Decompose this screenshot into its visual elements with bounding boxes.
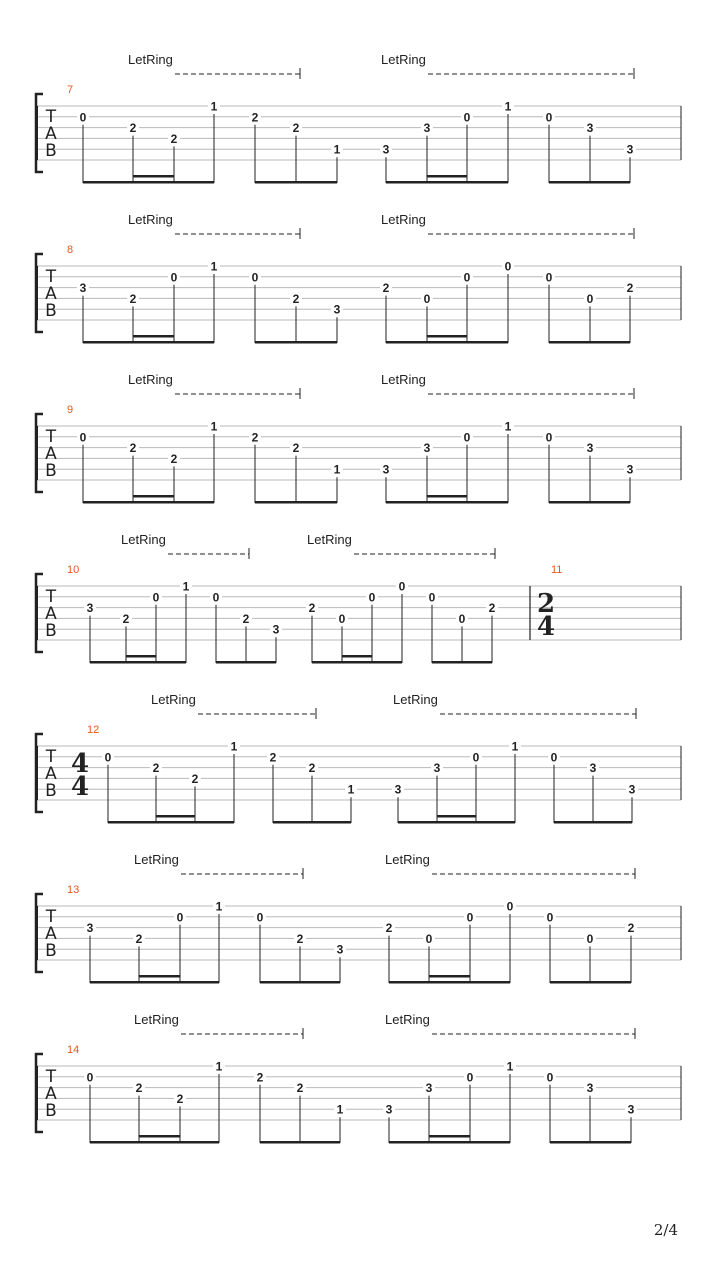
secondary-beam xyxy=(139,1135,180,1138)
primary-beam xyxy=(432,661,492,664)
fret-number: 3 xyxy=(333,302,341,317)
fret-number: 2 xyxy=(122,611,130,626)
secondary-beam xyxy=(437,815,476,818)
fret-number: 0 xyxy=(463,110,471,125)
fret-number: 1 xyxy=(336,1102,344,1117)
fret-number: 3 xyxy=(589,761,597,776)
primary-beam xyxy=(90,661,186,664)
fret-number: 3 xyxy=(586,1081,594,1096)
fret-number: 0 xyxy=(425,931,433,946)
fret-number: 0 xyxy=(152,590,160,605)
fret-number: 0 xyxy=(170,270,178,285)
fret-number: 1 xyxy=(333,462,341,477)
measure-number: 13 xyxy=(67,884,80,896)
secondary-beam xyxy=(427,335,467,338)
primary-beam xyxy=(255,341,337,344)
fret-number: 2 xyxy=(296,931,304,946)
measure-number: 12 xyxy=(87,724,100,736)
secondary-beam xyxy=(156,815,195,818)
fret-number: 3 xyxy=(86,601,94,616)
primary-beam xyxy=(260,1141,340,1144)
secondary-beam xyxy=(133,175,174,178)
fret-number: 1 xyxy=(210,259,218,274)
tab-clef-letter: A xyxy=(45,444,57,464)
measure-number: 14 xyxy=(67,1044,80,1056)
fret-number: 0 xyxy=(428,590,436,605)
fret-number: 2 xyxy=(292,121,300,136)
secondary-beam xyxy=(427,495,467,498)
fret-number: 2 xyxy=(251,430,259,445)
fret-number: 2 xyxy=(170,131,178,146)
tab-clef-letter: B xyxy=(45,941,57,961)
primary-beam xyxy=(386,341,508,344)
primary-beam xyxy=(312,661,402,664)
let-ring-label: LetRing xyxy=(381,212,426,227)
time-signature-denominator: 4 xyxy=(70,772,90,802)
primary-beam xyxy=(549,501,630,504)
fret-number: 0 xyxy=(458,611,466,626)
fret-number: 3 xyxy=(627,1102,635,1117)
fret-number: 3 xyxy=(385,1102,393,1117)
fret-number: 0 xyxy=(368,590,376,605)
fret-number: 0 xyxy=(79,110,87,125)
primary-beam xyxy=(255,181,337,184)
tab-clef-letter: T xyxy=(45,587,57,607)
tab-clef-letter: B xyxy=(45,781,57,801)
fret-number: 0 xyxy=(104,750,112,765)
time-signature-denominator: 4 xyxy=(536,612,556,642)
tab-clef-letter: T xyxy=(45,107,57,127)
secondary-beam xyxy=(133,495,174,498)
fret-number: 0 xyxy=(472,750,480,765)
fret-number: 1 xyxy=(210,419,218,434)
let-ring-label: LetRing xyxy=(128,212,173,227)
fret-number: 2 xyxy=(296,1081,304,1096)
fret-number: 2 xyxy=(269,750,277,765)
secondary-beam xyxy=(429,1135,470,1138)
tab-clef-letter: B xyxy=(45,621,57,641)
measure-number: 10 xyxy=(67,564,80,576)
fret-number: 3 xyxy=(626,462,634,477)
fret-number: 2 xyxy=(308,761,316,776)
primary-beam xyxy=(216,661,276,664)
tab-clef-letter: A xyxy=(45,124,57,144)
primary-beam xyxy=(389,981,510,984)
fret-number: 2 xyxy=(152,761,160,776)
tab-clef-letter: A xyxy=(45,924,57,944)
primary-beam xyxy=(554,821,632,824)
tab-clef-letter: A xyxy=(45,284,57,304)
measure-number: 8 xyxy=(67,244,74,256)
let-ring-label: LetRing xyxy=(381,52,426,67)
fret-number: 1 xyxy=(182,579,190,594)
primary-beam xyxy=(108,821,234,824)
fret-number: 2 xyxy=(135,931,143,946)
fret-number: 3 xyxy=(586,441,594,456)
tab-clef-letter: T xyxy=(45,427,57,447)
tab-clef-letter: T xyxy=(45,267,57,287)
fret-number: 3 xyxy=(382,462,390,477)
primary-beam xyxy=(83,341,214,344)
fret-number: 1 xyxy=(215,899,223,914)
let-ring-label: LetRing xyxy=(134,852,179,867)
fret-number: 3 xyxy=(586,121,594,136)
let-ring-label: LetRing xyxy=(393,692,438,707)
fret-number: 0 xyxy=(546,910,554,925)
tab-clef-letter: A xyxy=(45,604,57,624)
primary-beam xyxy=(83,501,214,504)
fret-number: 2 xyxy=(382,281,390,296)
fret-number: 1 xyxy=(333,142,341,157)
fret-number: 2 xyxy=(627,921,635,936)
secondary-beam xyxy=(342,655,372,658)
let-ring-label: LetRing xyxy=(121,532,166,547)
fret-number: 2 xyxy=(308,601,316,616)
fret-number: 3 xyxy=(394,782,402,797)
fret-number: 1 xyxy=(215,1059,223,1074)
fret-number: 2 xyxy=(626,281,634,296)
fret-number: 1 xyxy=(504,419,512,434)
fret-number: 1 xyxy=(210,99,218,114)
fret-number: 0 xyxy=(466,1070,474,1085)
primary-beam xyxy=(389,1141,510,1144)
primary-beam xyxy=(550,981,631,984)
fret-number: 1 xyxy=(511,739,519,754)
primary-beam xyxy=(83,181,214,184)
fret-number: 2 xyxy=(488,601,496,616)
fret-number: 0 xyxy=(256,910,264,925)
fret-number: 0 xyxy=(545,110,553,125)
let-ring-label: LetRing xyxy=(134,1012,179,1027)
fret-number: 3 xyxy=(79,281,87,296)
fret-number: 2 xyxy=(170,451,178,466)
fret-number: 1 xyxy=(230,739,238,754)
fret-number: 0 xyxy=(423,291,431,306)
fret-number: 3 xyxy=(423,121,431,136)
let-ring-label: LetRing xyxy=(385,1012,430,1027)
fret-number: 0 xyxy=(463,270,471,285)
tab-clef-letter: T xyxy=(45,747,57,767)
fret-number: 1 xyxy=(506,1059,514,1074)
fret-number: 0 xyxy=(212,590,220,605)
fret-number: 0 xyxy=(545,270,553,285)
time-signature-numerator: 2 xyxy=(536,589,556,619)
tab-clef-letter: A xyxy=(45,764,57,784)
page-number: 2/4 xyxy=(653,1221,678,1239)
fret-number: 0 xyxy=(545,430,553,445)
fret-number: 0 xyxy=(466,910,474,925)
tab-clef-letter: B xyxy=(45,301,57,321)
tab-clef-letter: B xyxy=(45,141,57,161)
let-ring-label: LetRing xyxy=(307,532,352,547)
let-ring-label: LetRing xyxy=(381,372,426,387)
fret-number: 0 xyxy=(506,899,514,914)
fret-number: 1 xyxy=(347,782,355,797)
fret-number: 2 xyxy=(129,441,137,456)
primary-beam xyxy=(386,181,508,184)
measure-number: 7 xyxy=(67,84,74,96)
tab-clef-letter: T xyxy=(45,1067,57,1087)
let-ring-label: LetRing xyxy=(128,52,173,67)
fret-number: 2 xyxy=(292,291,300,306)
fret-number: 2 xyxy=(256,1070,264,1085)
fret-number: 3 xyxy=(425,1081,433,1096)
fret-number: 0 xyxy=(550,750,558,765)
fret-number: 0 xyxy=(546,1070,554,1085)
fret-number: 0 xyxy=(586,291,594,306)
fret-number: 0 xyxy=(176,910,184,925)
fret-number: 3 xyxy=(423,441,431,456)
fret-number: 2 xyxy=(135,1081,143,1096)
secondary-beam xyxy=(139,975,180,978)
fret-number: 0 xyxy=(338,611,346,626)
fret-number: 3 xyxy=(336,942,344,957)
fret-number: 0 xyxy=(251,270,259,285)
fret-number: 0 xyxy=(504,259,512,274)
fret-number: 2 xyxy=(251,110,259,125)
fret-number: 3 xyxy=(382,142,390,157)
fret-number: 3 xyxy=(272,622,280,637)
fret-number: 3 xyxy=(626,142,634,157)
fret-number: 3 xyxy=(628,782,636,797)
measure-number: 11 xyxy=(551,564,563,576)
primary-beam xyxy=(255,501,337,504)
primary-beam xyxy=(550,1141,631,1144)
primary-beam xyxy=(90,981,219,984)
fret-number: 0 xyxy=(86,1070,94,1085)
fret-number: 2 xyxy=(129,121,137,136)
secondary-beam xyxy=(133,335,174,338)
tab-clef-letter: B xyxy=(45,1101,57,1121)
fret-number: 2 xyxy=(191,771,199,786)
let-ring-label: LetRing xyxy=(385,852,430,867)
fret-number: 0 xyxy=(586,931,594,946)
primary-beam xyxy=(386,501,508,504)
fret-number: 2 xyxy=(129,291,137,306)
fret-number: 2 xyxy=(242,611,250,626)
primary-beam xyxy=(398,821,515,824)
measure-number: 9 xyxy=(67,404,74,416)
let-ring-label: LetRing xyxy=(151,692,196,707)
fret-number: 0 xyxy=(463,430,471,445)
fret-number: 3 xyxy=(86,921,94,936)
primary-beam xyxy=(549,181,630,184)
tab-clef-letter: T xyxy=(45,907,57,927)
primary-beam xyxy=(549,341,630,344)
let-ring-label: LetRing xyxy=(128,372,173,387)
secondary-beam xyxy=(427,175,467,178)
fret-number: 2 xyxy=(385,921,393,936)
secondary-beam xyxy=(429,975,470,978)
primary-beam xyxy=(273,821,351,824)
tab-clef-letter: B xyxy=(45,461,57,481)
fret-number: 0 xyxy=(79,430,87,445)
fret-number: 0 xyxy=(398,579,406,594)
primary-beam xyxy=(260,981,340,984)
primary-beam xyxy=(90,1141,219,1144)
time-signature-numerator: 4 xyxy=(70,749,90,779)
fret-number: 2 xyxy=(292,441,300,456)
fret-number: 1 xyxy=(504,99,512,114)
secondary-beam xyxy=(126,655,156,658)
tab-clef-letter: A xyxy=(45,1084,57,1104)
fret-number: 2 xyxy=(176,1091,184,1106)
fret-number: 3 xyxy=(433,761,441,776)
